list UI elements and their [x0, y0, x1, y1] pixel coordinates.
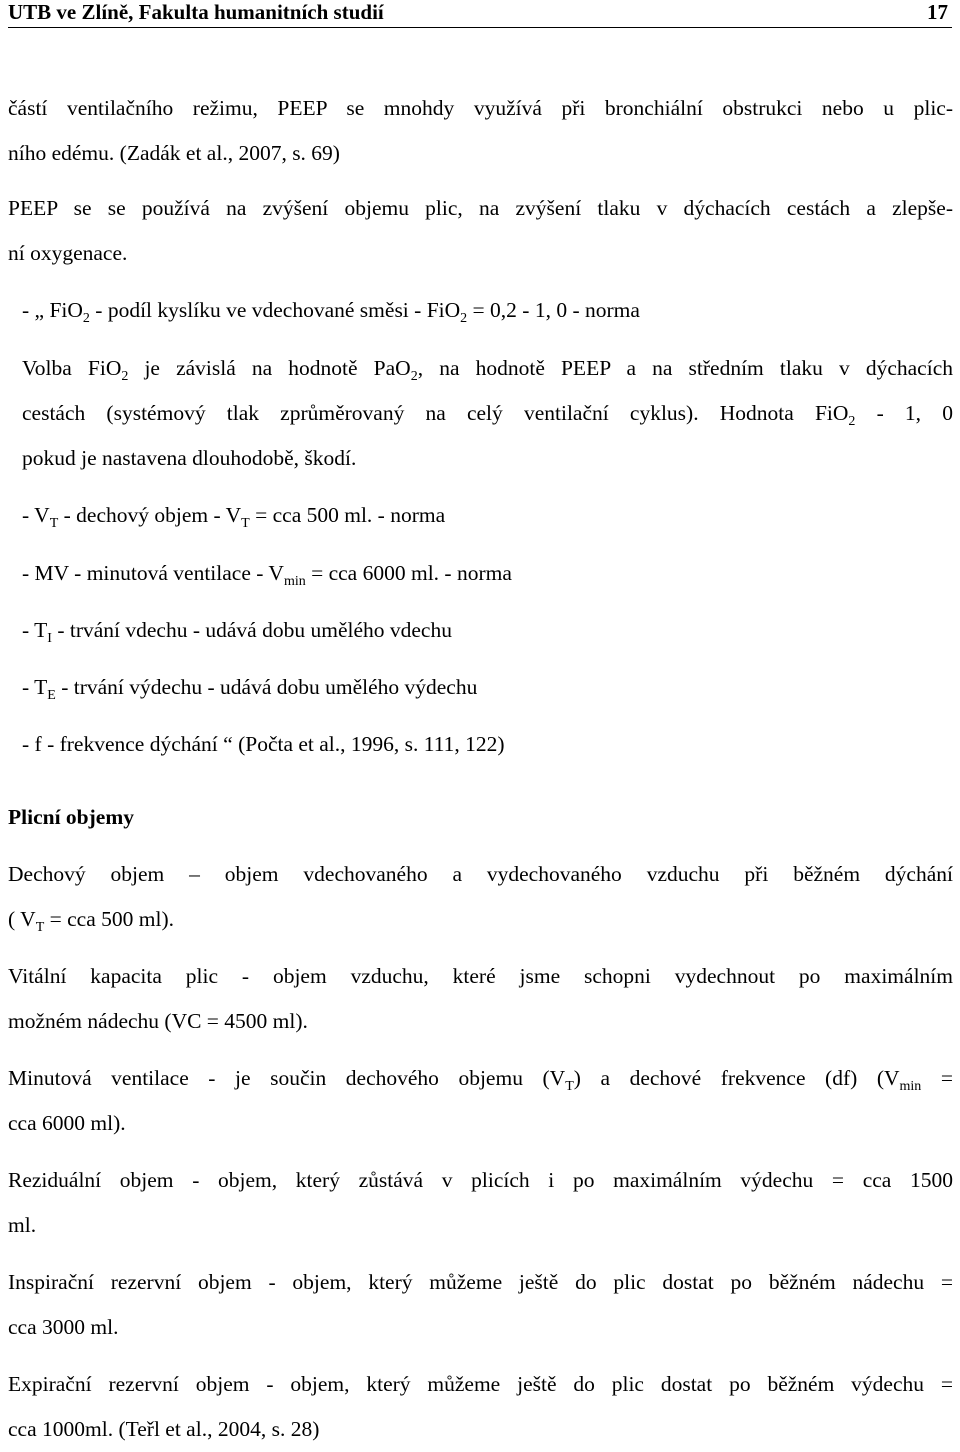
vt-definition: - $V_T$ - dechový objem - $V_T$ = cca 500 ml. - norma: [22, 503, 446, 531]
te-definition: - $T_E$ - trvání výdechu - udává dobu umělého výdechu: [22, 675, 478, 703]
expiracni-line1: Expirační rezervní objem - objem, který můžeme ještě do plic dostat po běžném výdechu =: [8, 1372, 953, 1396]
vitalni-line2: možném nádechu (VC = 4500 ml).: [8, 1009, 308, 1033]
para1-line1: částí ventilačního režimu, PEEP se mnohdy využívá při bronchiální obstrukci nebo u plic-: [8, 96, 953, 120]
minutova-line1: Minutová ventilace - je součin dechového objemu $(V_T)$ a dechové frekvence (df) ($V_{min}$ =: [8, 1066, 953, 1094]
inspiracni-line2: cca 3000 ml.: [8, 1315, 119, 1339]
mv-definition: - MV - minutová ventilace - $V_{min}$ = cca 6000 ml. - norma: [22, 561, 512, 589]
section-heading: Plicní objemy: [8, 805, 134, 829]
vitalni-line1: Vitální kapacita plic - objem vzduchu, které jsme schopni vydechnout po maximálním: [8, 964, 953, 988]
expiracni-line2: cca 1000ml. (Teřl et al., 2004, s. 28): [8, 1417, 320, 1441]
fio2-definition: - „ FiO$_2$ - podíl kyslíku ve vdechované směsi - FiO$_2$ = 0,2 - 1, 0 - norma: [22, 298, 640, 326]
rezidualni-line1: Reziduální objem - objem, který zůstává v plicích i po maximálním výdechu = cca 1500: [8, 1168, 953, 1192]
dechovy-line2: ( $V_T$ = cca 500 ml).: [8, 907, 174, 935]
volba-line3: pokud je nastavena dlouhodobě, škodí.: [22, 446, 357, 470]
rezidualni-line2: ml.: [8, 1213, 37, 1237]
para2-line1: PEEP se se používá na zvýšení objemu plic, na zvýšení tlaku v dýchacích cestách a zlepše-: [8, 196, 953, 220]
inspiracni-line1: Inspirační rezervní objem - objem, který můžeme ještě do plic dostat po běžném nádechu =: [8, 1270, 953, 1294]
ti-definition: - $T_I$ - trvání vdechu - udává dobu umělého vdechu: [22, 618, 452, 646]
header-title: UTB ve Zlíně, Fakulta humanitních studií: [8, 0, 384, 24]
minutova-line2: cca 6000 ml).: [8, 1111, 126, 1135]
para1-line2: ního edému. (Zadák et al., 2007, s. 69): [8, 141, 340, 165]
page-number: 17: [927, 0, 948, 24]
page-header: [8, 0, 952, 28]
dechovy-line1: Dechový objem – objem vdechovaného a vydechovaného vzduchu při běžném dýchání: [8, 862, 953, 886]
volba-line1: Volba FiO$_2$ je závislá na hodnotě PaO$_2$, na hodnotě PEEP a na středním tlaku v dýchacích: [22, 356, 953, 384]
f-definition: - f - frekvence dýchání “ (Počta et al., 1996, s. 111, 122): [22, 732, 505, 756]
volba-line2: cestách (systémový tlak zprůměrovaný na celý ventilační cyklus). Hodnota FiO$_2$ - 1, 0: [22, 401, 953, 429]
para2-line2: ní oxygenace.: [8, 241, 128, 265]
